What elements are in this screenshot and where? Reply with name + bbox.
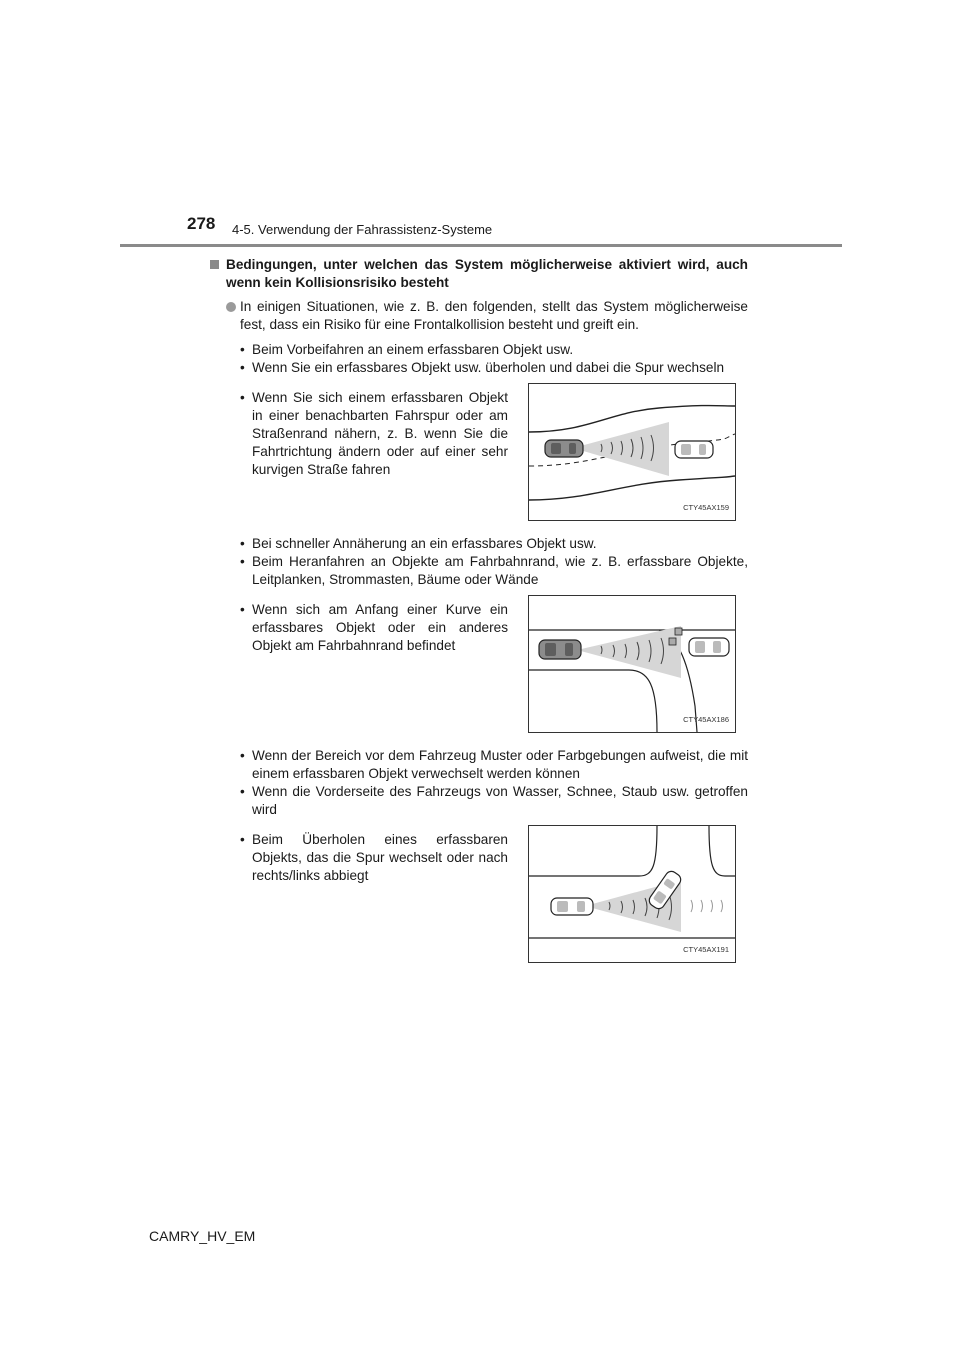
circle-bullet-icon: [226, 302, 236, 312]
figure-row-2: [210, 595, 748, 733]
section-title: 4-5. Verwendung der Fahrassistenz-Systeme: [232, 222, 493, 237]
figure-1-caption-list: [210, 389, 508, 479]
section-heading: [210, 256, 748, 292]
footer-model-code: CAMRY_HV_EM: [149, 1228, 256, 1244]
figure-1-code: CTY45AX159: [683, 503, 729, 512]
bullet-list-1: [210, 341, 748, 377]
figure-2-caption: • Wenn sich am Anfang einer Kurve ein erfassbares Objekt oder ein anderes Objekt am Fahrbahnrand befindet: [240, 601, 508, 655]
bullet-list-3: [210, 747, 748, 819]
figure-3-code: CTY45AX191: [683, 945, 729, 954]
list-item: • Beim Vorbeifahren an einem erfassbaren Objekt usw.: [240, 341, 748, 359]
page-content: [210, 256, 748, 963]
figure-row-3: [210, 825, 748, 963]
figure-3-caption: • Beim Überholen eines erfassbaren Objekts, das die Spur wechselt oder nach rechts/links abbiegt: [240, 831, 508, 885]
figure-3-caption-list: [210, 831, 508, 885]
bullet-list-2: [210, 535, 748, 589]
square-bullet-icon: [210, 260, 219, 269]
figure-row-1: [210, 383, 748, 521]
list-item: • Wenn die Vorderseite des Fahrzeugs von Wasser, Schnee, Staub usw. getroffen wird: [240, 783, 748, 819]
intro-paragraph: [210, 298, 748, 334]
intro-text: In einigen Situationen, wie z. B. den folgenden, stellt das System möglicherweise fest, dass ein Risiko für eine Frontalkollision besteht und greift ein.: [240, 299, 748, 332]
figure-2-curve-start: [528, 595, 736, 733]
header-rule: [120, 244, 842, 247]
list-item: • Wenn der Bereich vor dem Fahrzeug Muster oder Farbgebungen aufweist, die mit einem erfassbaren Objekt verwechselt werden können: [240, 747, 748, 783]
figure-1-curvy-road: [528, 383, 736, 521]
list-item: • Beim Heranfahren an Objekte am Fahrbahnrand, wie z. B. erfassbare Objekte, Leitplanken, Strommasten, Bäume oder Wände: [240, 553, 748, 589]
figure-3-turning-object: [528, 825, 736, 963]
figure-2-caption-list: [210, 601, 508, 655]
list-item: • Bei schneller Annäherung an ein erfassbares Objekt usw.: [240, 535, 748, 553]
page-number: 278: [187, 214, 216, 233]
section-heading-text: Bedingungen, unter welchen das System möglicherweise aktiviert wird, auch wenn kein Kollisionsrisiko besteht: [226, 257, 748, 290]
figure-1-caption: • Wenn Sie sich einem erfassbaren Objekt in einer benachbarten Fahrspur oder am Straßenrand nähern, z. B. wenn Sie die Fahrtrichtung ändern oder auf einer sehr kurvigen Straße fahren: [240, 389, 508, 479]
figure-2-code: CTY45AX186: [683, 715, 729, 724]
list-item: • Wenn Sie ein erfassbares Objekt usw. überholen und dabei die Spur wechseln: [240, 359, 748, 377]
